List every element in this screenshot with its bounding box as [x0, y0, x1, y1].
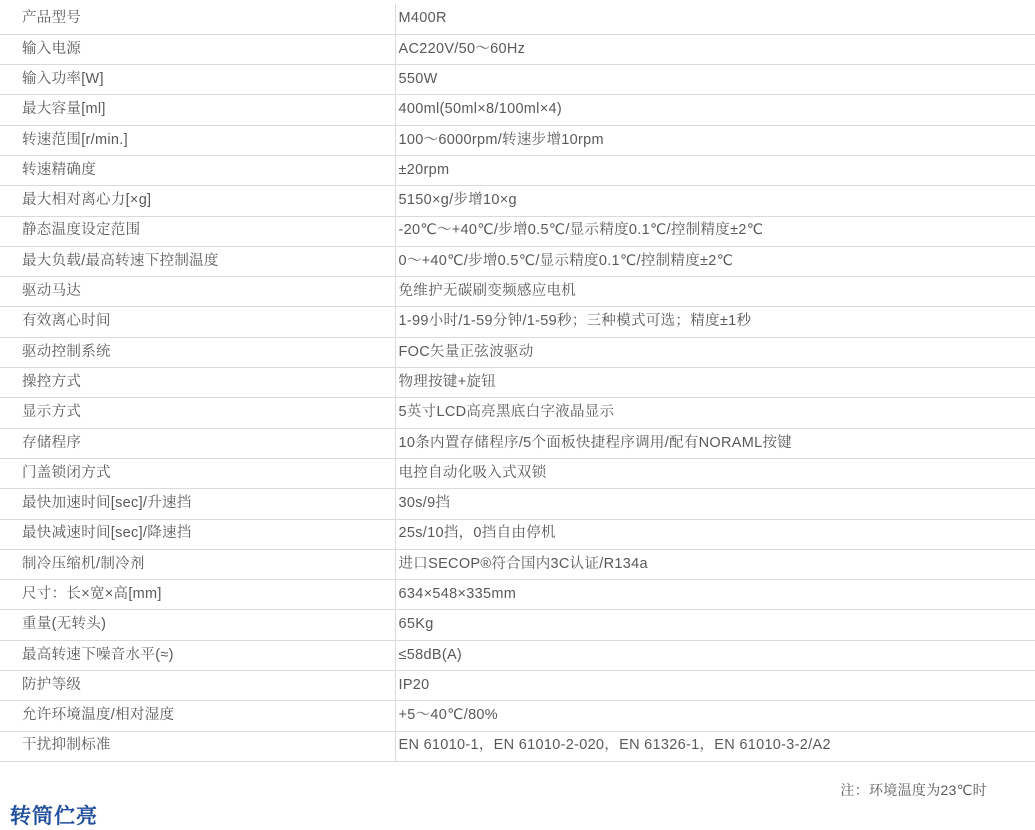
spec-label: 尺寸：长×宽×高[mm]: [0, 580, 395, 610]
spec-value: 634×548×335mm: [395, 580, 1035, 610]
spec-label: 制冷压缩机/制冷剂: [0, 549, 395, 579]
spec-value: 10条内置存储程序/5个面板快捷程序调用/配有NORAML按键: [395, 428, 1035, 458]
spec-label: 操控方式: [0, 368, 395, 398]
spec-value: ≤58dB(A): [395, 640, 1035, 670]
spec-value: ±20rpm: [395, 155, 1035, 185]
table-row: [0, 337, 1035, 367]
spec-value: 25s/10挡，0挡自由停机: [395, 519, 1035, 549]
spec-value: M400R: [395, 4, 1035, 34]
table-row: [0, 4, 1035, 34]
table-row: [0, 307, 1035, 337]
table-row: [0, 34, 1035, 64]
spec-value: +5～40℃/80%: [395, 701, 1035, 731]
table-row: [0, 549, 1035, 579]
footnote: 注：环境温度为23℃时: [840, 781, 987, 798]
section-heading: 转筒伫亮: [10, 805, 98, 828]
table-row: [0, 458, 1035, 488]
table-row: [0, 428, 1035, 458]
spec-value: 免维护无碳刷变频感应电机: [395, 277, 1035, 307]
spec-label: 显示方式: [0, 398, 395, 428]
spec-label: 有效离心时间: [0, 307, 395, 337]
spec-value: EN 61010-1，EN 61010-2-020，EN 61326-1，EN 61010-3-2/A2: [395, 731, 1035, 761]
spec-value: 65Kg: [395, 610, 1035, 640]
spec-value: 30s/9挡: [395, 489, 1035, 519]
table-row: [0, 186, 1035, 216]
spec-label: 最大负载/最高转速下控制温度: [0, 246, 395, 276]
spec-label: 门盖锁闭方式: [0, 458, 395, 488]
table-row: [0, 519, 1035, 549]
specifications-table: [0, 4, 1035, 762]
spec-label: 防护等级: [0, 671, 395, 701]
table-row: [0, 95, 1035, 125]
spec-label: 最高转速下噪音水平(≈): [0, 640, 395, 670]
spec-value: 550W: [395, 65, 1035, 95]
spec-label: 最大相对离心力[×g]: [0, 186, 395, 216]
spec-label: 输入功率[W]: [0, 65, 395, 95]
spec-label: 存储程序: [0, 428, 395, 458]
spec-label: 最快减速时间[sec]/降速挡: [0, 519, 395, 549]
spec-label: 转速范围[r/min.]: [0, 125, 395, 155]
spec-label: 重量(无转头): [0, 610, 395, 640]
table-row: [0, 731, 1035, 761]
table-row: [0, 125, 1035, 155]
table-row: [0, 610, 1035, 640]
spec-value: -20℃～+40℃/步增0.5℃/显示精度0.1℃/控制精度±2℃: [395, 216, 1035, 246]
spec-value: 物理按键+旋钮: [395, 368, 1035, 398]
spec-label: 产品型号: [0, 4, 395, 34]
table-row: [0, 246, 1035, 276]
table-row: [0, 277, 1035, 307]
spec-value: FOC矢量正弦波驱动: [395, 337, 1035, 367]
spec-label: 驱动控制系统: [0, 337, 395, 367]
spec-value: AC220V/50～60Hz: [395, 34, 1035, 64]
specifications-table-body: [0, 4, 1035, 761]
table-row: [0, 65, 1035, 95]
table-row: [0, 155, 1035, 185]
table-row: [0, 701, 1035, 731]
spec-label: 驱动马达: [0, 277, 395, 307]
spec-value: 5150×g/步增10×g: [395, 186, 1035, 216]
spec-label: 最快加速时间[sec]/升速挡: [0, 489, 395, 519]
spec-value: 1-99小时/1-59分钟/1-59秒；三种模式可选；精度±1秒: [395, 307, 1035, 337]
spec-label: 最大容量[ml]: [0, 95, 395, 125]
spec-label: 输入电源: [0, 34, 395, 64]
spec-value: 5英寸LCD高亮黑底白字液晶显示: [395, 398, 1035, 428]
table-row: [0, 489, 1035, 519]
spec-value: IP20: [395, 671, 1035, 701]
table-row: [0, 640, 1035, 670]
spec-value: 电控自动化吸入式双锁: [395, 458, 1035, 488]
spec-label: 干扰抑制标准: [0, 731, 395, 761]
table-row: [0, 580, 1035, 610]
spec-label: 允许环境温度/相对湿度: [0, 701, 395, 731]
spec-value: 进口SECOP®符合国内3C认证/R134a: [395, 549, 1035, 579]
spec-value: 100～6000rpm/转速步增10rpm: [395, 125, 1035, 155]
spec-sheet-page: [0, 4, 1035, 828]
spec-value: 400ml(50ml×8/100ml×4): [395, 95, 1035, 125]
spec-label: 静态温度设定范围: [0, 216, 395, 246]
table-row: [0, 398, 1035, 428]
table-row: [0, 368, 1035, 398]
spec-label: 转速精确度: [0, 155, 395, 185]
table-row: [0, 216, 1035, 246]
spec-value: 0～+40℃/步增0.5℃/显示精度0.1℃/控制精度±2℃: [395, 246, 1035, 276]
table-row: [0, 671, 1035, 701]
